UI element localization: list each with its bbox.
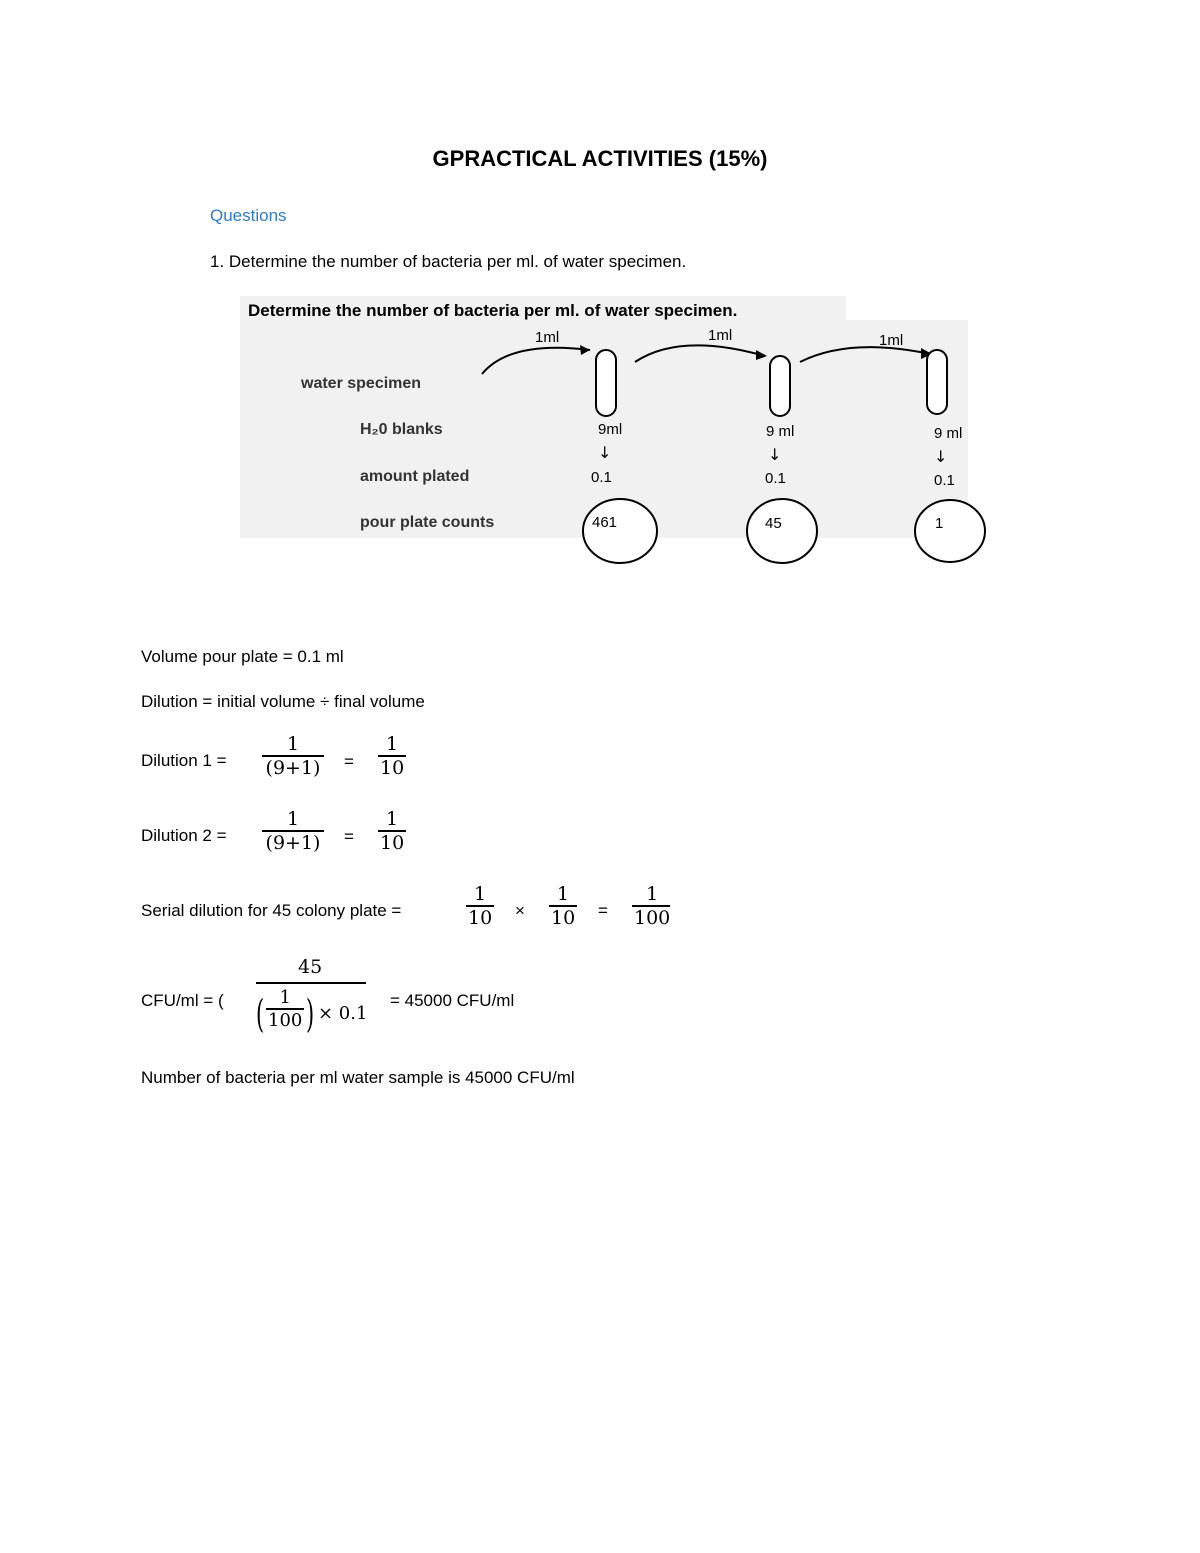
test-tube-3 [927,350,947,414]
dilution-2-fraction [262,808,324,854]
dilution-1-numerator: 1 [286,733,300,755]
test-tube-1 [596,350,616,416]
serial-denominator-1: 10 [468,907,493,929]
petri-dish-2 [747,499,817,563]
row-label-blanks: H₂0 blanks [360,421,443,438]
serial-fraction-2 [549,883,577,929]
transfer-label-1: 1ml [535,329,560,346]
result-numerator: 1 [386,808,399,830]
serial-denominator-2: 10 [551,907,576,929]
serial-dilution-label: Serial dilution for 45 colony plate = [141,901,402,920]
dilution-2-denominator: (9+1) [265,832,321,854]
test-tube-2 [770,356,790,416]
plated-amount-3: 0.1 [934,472,955,489]
serial-result-numerator: 1 [646,883,659,905]
cfu-result: = 45000 CFU/ml [390,991,515,1010]
page-title: GPRACTICAL ACTIVITIES (15%) [432,146,768,171]
cfu-fraction-bar [256,982,366,984]
petri-dish-3 [915,500,985,562]
transfer-label-3: 1ml [879,332,904,349]
times-point-one: × 0.1 [318,1003,368,1024]
dilution-2-result [378,808,406,854]
serial-dilution-figure [240,292,990,572]
dilution-2-label: Dilution 2 = [141,826,227,845]
figure-heading: Determine the number of bacteria per ml. of water specimen. [248,301,738,320]
times-sign: × [515,901,525,920]
serial-fraction-1 [466,883,494,929]
dilution-definition: Dilution = initial volume ÷ final volume [141,692,425,711]
conclusion-line: Number of bacteria per ml water sample is 45000 CFU/ml [141,1068,575,1087]
right-paren: ) [306,992,315,1036]
transfer-label-2: 1ml [708,327,733,344]
equals-sign: = [598,901,608,920]
cfu-label: CFU/ml = ( [141,991,224,1010]
dilution-1-label: Dilution 1 = [141,751,227,770]
equals-sign: = [344,752,354,771]
row-label-amount: amount plated [360,468,470,485]
plate-count-1: 461 [592,514,618,531]
cfu-inner-fraction [266,987,304,1031]
blank-volume-1: 9ml [598,421,623,438]
serial-numerator-1: 1 [474,883,487,905]
plated-amount-2: 0.1 [765,470,786,487]
plated-amount-1: 0.1 [591,469,612,486]
dilution-1-denominator: (9+1) [265,757,321,779]
questions-heading: Questions [210,206,287,225]
plate-count-2: 45 [765,515,782,532]
cfu-inner-numerator: 1 [279,987,291,1008]
equals-sign: = [344,827,354,846]
cfu-numerator: 45 [298,956,323,978]
dilution-1-fraction [262,733,324,779]
question-1: 1. Determine the number of bacteria per ml. of water specimen. [210,252,687,271]
dilution-1-result [378,733,406,779]
down-arrow-3: ↓ [934,447,948,466]
cfu-inner-denominator: 100 [268,1010,303,1031]
dilution-2-numerator: 1 [286,808,300,830]
figure-svg [240,292,990,572]
serial-result-denominator: 100 [634,907,671,929]
serial-numerator-2: 1 [557,883,570,905]
row-label-water: water specimen [301,375,422,392]
result-denominator: 10 [380,832,405,854]
left-paren: ( [256,992,265,1036]
serial-result [632,883,672,929]
result-numerator: 1 [386,733,399,755]
blank-volume-2: 9 ml [766,423,795,440]
result-denominator: 10 [380,757,405,779]
volume-line: Volume pour plate = 0.1 ml [141,647,344,666]
down-arrow-2: ↓ [768,445,782,464]
row-label-counts: pour plate counts [360,514,495,531]
blank-volume-3: 9 ml [934,425,963,442]
petri-dish-1 [583,499,657,563]
plate-count-3: 1 [935,515,944,532]
down-arrow-1: ↓ [598,443,612,462]
